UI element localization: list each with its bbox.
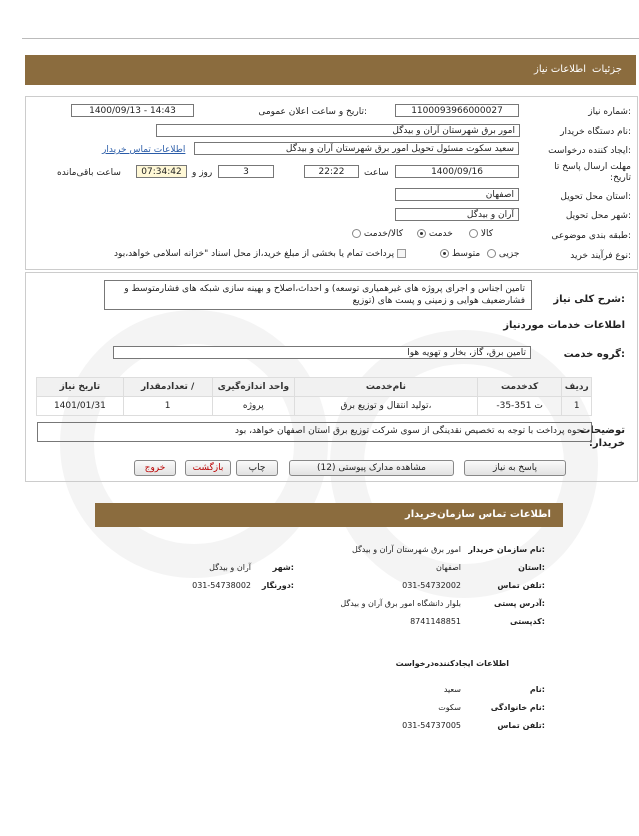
creator-first-name: سعید [443, 685, 461, 694]
contact-postal-label: کدپستی: [510, 617, 545, 626]
creator-last-name-label: نام خانوادگی: [490, 703, 545, 712]
tab-need-info[interactable]: اطلاعات نیاز [534, 64, 586, 75]
remaining-label: ساعت باقی‌مانده [57, 168, 121, 178]
contact-postal: 8741148851 [410, 617, 461, 626]
purchase-medium-option[interactable]: متوسط [440, 249, 480, 259]
contact-title: اطلاعات تماس سازمان‌خریدار [404, 509, 551, 520]
buyer-notes-label: توضیحات خریدار: [580, 425, 625, 449]
requester-label: ایجاد کننده درخواست: [548, 146, 631, 156]
group-field: تامین برق، گاز، بخار و تهویه هوا [113, 346, 531, 359]
creator-first-name-label: نام: [529, 685, 545, 694]
purchase-type-label: نوع فرآیند خرید: [570, 251, 631, 261]
creator-title: اطلاعات ایجادکننده‌درخواست [395, 659, 509, 668]
summary-label: شرح کلی نیاز: [553, 294, 625, 305]
contact-fax-label: دورنگار: [261, 581, 294, 590]
creator-phone: 031-54737005 [402, 721, 461, 730]
table-row [37, 397, 592, 416]
contact-buyer-name-label: نام سازمان خریدار: [468, 545, 545, 554]
col-qty: / تعدادمقدار [123, 378, 212, 397]
col-row: ردیف [562, 378, 592, 397]
need-number-field: 1100093966000027 [395, 104, 519, 117]
table-header-row [37, 378, 592, 397]
contact-phone: 031-54732002 [402, 581, 461, 590]
announce-field: 1400/09/13 - 14:43 [71, 104, 194, 117]
tab-details[interactable]: جزئیات [592, 64, 622, 75]
exit-button[interactable]: خروج [134, 460, 176, 476]
requester-field: سعید سکوت مسئول تحویل امور برق شهرستان آران و بیدگل [194, 142, 519, 155]
group-label: گروه خدمت: [563, 349, 625, 360]
col-name: نام‌خدمت [295, 378, 478, 397]
payment-checkbox[interactable] [397, 249, 406, 258]
province-label: استان محل تحویل: [560, 192, 631, 202]
province-field: اصفهان [395, 188, 519, 201]
remaining-time-field: 07:34:42 [136, 165, 187, 178]
category-service-option[interactable]: خدمت [417, 229, 453, 239]
col-date: تاریخ نیاز [37, 378, 124, 397]
buyer-org-label: نام دستگاه خریدار: [560, 127, 631, 137]
contact-province: اصفهان [435, 563, 461, 572]
buyer-notes-text: نحوه پرداخت با توجه به تخصیص نقدینگی از سوی شرکت توزیع برق استان اصفهان خواهد، بود [37, 422, 592, 442]
category-label: طبقه بندی موضوعی: [551, 231, 631, 241]
top-divider [22, 38, 639, 39]
cell-code: ت 351-35- [477, 397, 562, 416]
deadline-label: مهلت ارسال پاسخ تا تاریخ: [554, 162, 631, 183]
days-field: 3 [218, 165, 274, 178]
col-unit: واحد اندازه‌گیری [212, 378, 295, 397]
deadline-date-field: 1400/09/16 [395, 165, 519, 178]
contact-fax: 031-54738002 [192, 581, 251, 590]
services-title: اطلاعات خدمات موردنیاز [503, 320, 625, 331]
city-label: شهر محل تحویل: [565, 211, 631, 221]
purchase-minor-option[interactable]: جزیی [487, 249, 519, 259]
time-label: ساعت [364, 168, 389, 178]
days-label: روز و [192, 168, 213, 178]
contact-phone-label: تلفن تماس: [497, 581, 545, 590]
summary-text: تامین اجناس و اجرای پروژه های غیرهمیاری توسعه) و احداث،اصلاح و بهینه سازی شبکه های فشارمتوسط و فشارضعیف هوایی و زمینی و پست های (توزیع [104, 280, 532, 310]
contact-city-label: شهر: [272, 563, 294, 572]
announce-label: تاریخ و ساعت اعلان عمومی: [258, 107, 367, 117]
contact-address-label: آدرس پستی: [494, 599, 545, 608]
category-both-option[interactable]: کالا/خدمت [352, 229, 403, 239]
reply-button[interactable]: پاسخ به نیاز [464, 460, 566, 476]
creator-last-name: سکوت [438, 703, 461, 712]
cell-unit: پروژه [212, 397, 295, 416]
deadline-time-field: 22:22 [304, 165, 359, 178]
services-table [36, 377, 592, 416]
contact-address: بلوار دانشگاه امور برق آران و بیدگل [340, 599, 461, 608]
col-code: کدخدمت [477, 378, 562, 397]
cell-qty: 1 [123, 397, 212, 416]
back-button[interactable]: بازگشت [185, 460, 231, 476]
payment-note: پرداخت تمام یا بخشی از مبلغ خرید،از محل اسناد "خزانه اسلامی خواهد،بود [66, 249, 406, 259]
creator-phone-label: تلفن تماس: [497, 721, 545, 730]
cell-row: 1 [562, 397, 592, 416]
contact-city: آران و بیدگل [209, 563, 251, 572]
contact-province-label: استان: [518, 563, 545, 572]
attachments-button[interactable]: مشاهده مدارک پیوستی (12) [289, 460, 454, 476]
need-number-label: شماره نیاز: [588, 107, 631, 117]
page-header [25, 55, 636, 85]
info-panel [25, 96, 638, 270]
category-goods-option[interactable]: کالا [469, 229, 493, 239]
cell-name: ،تولید انتقال و توزیع برق [295, 397, 478, 416]
print-button[interactable]: چاپ [236, 460, 278, 476]
city-field: آران و بیدگل [395, 208, 519, 221]
contact-buyer-name: امور برق شهرستان آران و بیدگل [351, 545, 461, 554]
cell-date: 1401/01/31 [37, 397, 124, 416]
buyer-contact-link[interactable]: اطلاعات تماس خریدار [102, 145, 186, 155]
contact-header [95, 503, 563, 527]
buyer-org-field: امور برق شهرستان آران و بیدگل [156, 124, 520, 137]
